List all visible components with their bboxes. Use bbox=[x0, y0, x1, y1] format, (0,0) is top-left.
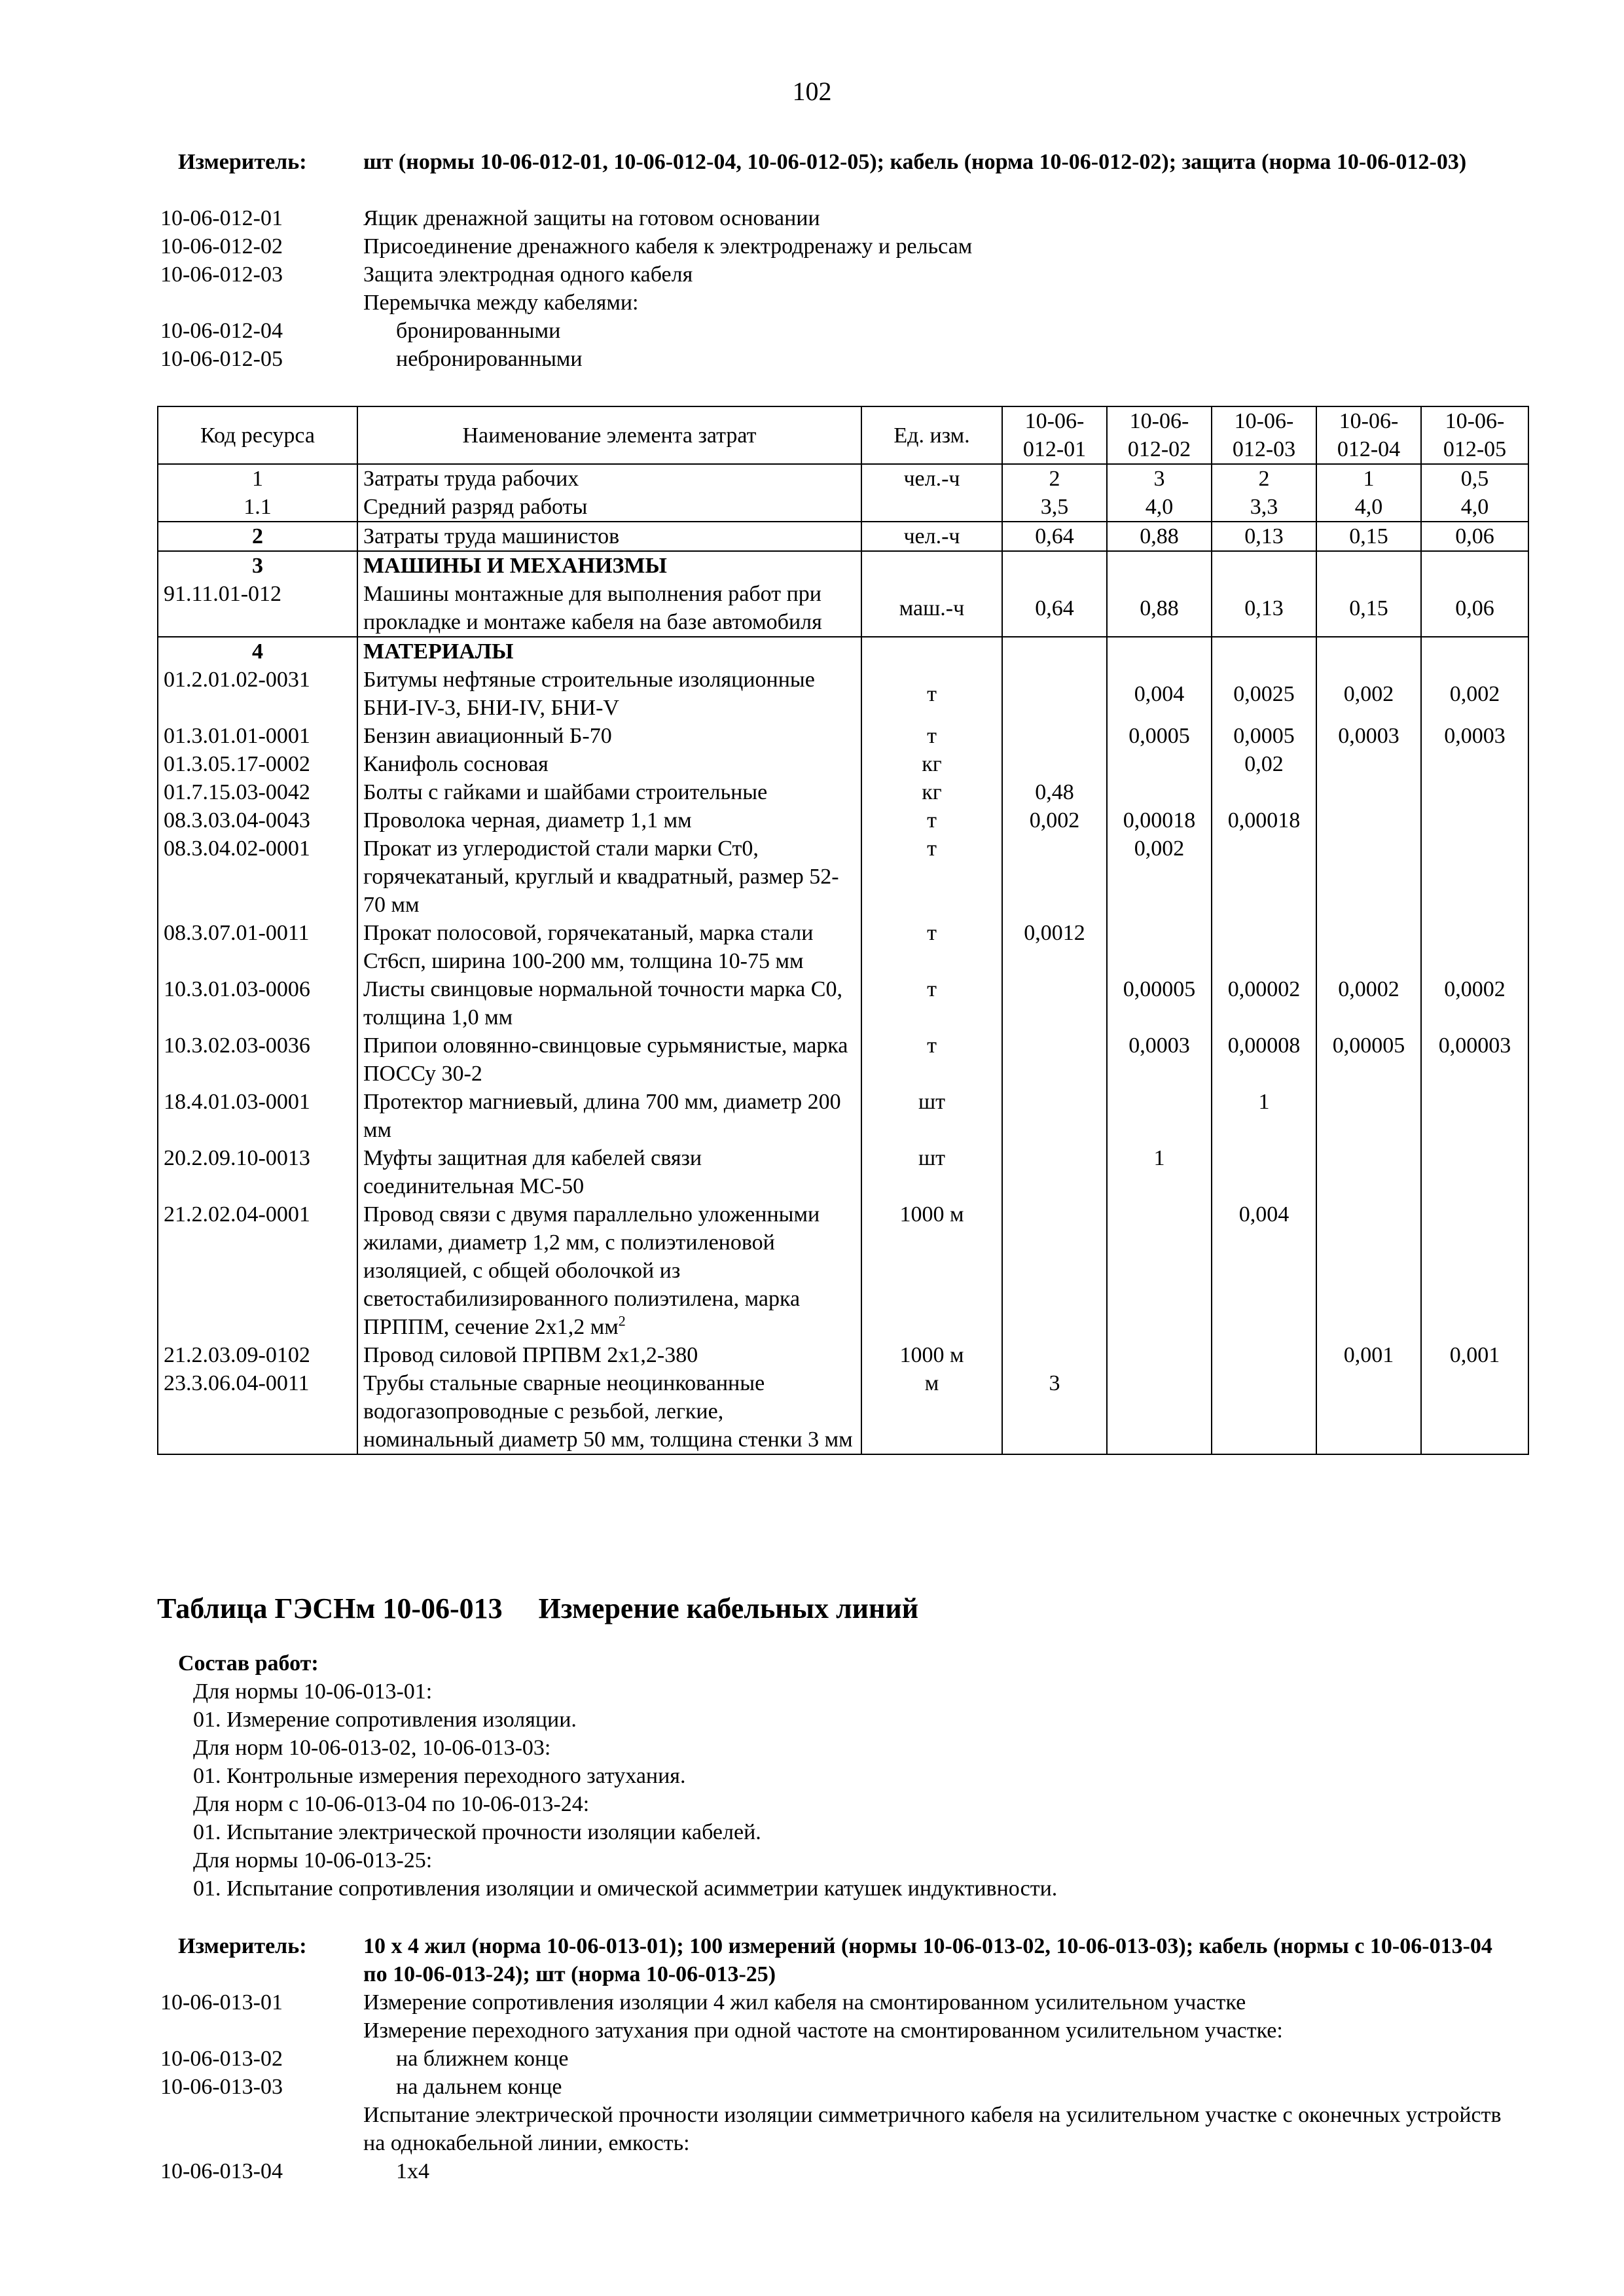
cell-value: 0,06 bbox=[1421, 580, 1528, 637]
cell-value: 0,88 bbox=[1107, 580, 1212, 637]
cell-value bbox=[1421, 1369, 1528, 1454]
norm-name: Ящик дренажной защиты на готовом основании bbox=[363, 206, 820, 230]
composition-line: Для норм с 10-06-013-04 по 10-06-013-24: bbox=[193, 1792, 590, 1816]
measure-text: 10 х 4 жил (норма 10-06-013-01); 100 измерений (нормы 10-06-013-02, 10-06-013-03); кабель (нормы с 10-06-013-04 по 10-06-013-24); шт (норма 10-06-013-25) bbox=[363, 1934, 1492, 1986]
cell-value: 0,001 bbox=[1316, 1341, 1421, 1369]
cell-value: 0,5 bbox=[1421, 464, 1528, 493]
norm-name: Измерение сопротивления изоляции 4 жил кабеля на смонтированном усилительном участке bbox=[363, 1990, 1246, 2015]
cell-value bbox=[1316, 834, 1421, 919]
cell-value bbox=[1421, 806, 1528, 834]
cell-value: 2 bbox=[1212, 464, 1316, 493]
norm-group-title: Испытание электрической прочности изоляции симметричного кабеля на усилительном участке с оконечных устройств на однокабельной линии, емкость: bbox=[363, 2103, 1502, 2155]
cell-value bbox=[1212, 1369, 1316, 1454]
cell-value bbox=[1316, 1369, 1421, 1454]
cell-unit: 1000 м bbox=[861, 1200, 1002, 1341]
norm-name: Присоединение дренажного кабеля к электродренажу и рельсам bbox=[363, 234, 973, 259]
cell-value bbox=[1002, 666, 1107, 722]
cell-value: 0,64 bbox=[1002, 580, 1107, 637]
cell-unit bbox=[861, 493, 1002, 522]
cell-value: 0,00002 bbox=[1212, 975, 1316, 1031]
cell-value bbox=[1212, 778, 1316, 806]
cell-value bbox=[1212, 1341, 1316, 1369]
cell-name: Листы свинцовые нормальной точности марка С0, толщина 1,0 мм bbox=[357, 975, 861, 1031]
norm-name: на ближнем конце bbox=[396, 2047, 569, 2071]
header-norm: 10-06-012-04 bbox=[1316, 406, 1421, 464]
cell-value: 0,00018 bbox=[1107, 806, 1212, 834]
cell-value bbox=[1107, 1341, 1212, 1369]
cell-name: Припои оловянно-свинцовые сурьмянистые, марка ПОССу 30-2 bbox=[357, 1031, 861, 1088]
cell-code: 01.2.01.02-0031 bbox=[158, 666, 357, 722]
cell-name: Затраты труда машинистов bbox=[357, 522, 861, 551]
cell-value bbox=[1212, 834, 1316, 919]
table-row bbox=[158, 551, 1528, 580]
cell-value bbox=[1212, 1144, 1316, 1200]
cell-value bbox=[1002, 1088, 1107, 1144]
cell-value bbox=[1316, 919, 1421, 975]
cell-value: 1 bbox=[1107, 1144, 1212, 1200]
cell-value bbox=[1107, 750, 1212, 778]
cell-name-text: Провод связи с двумя параллельно уложенными жилами, диаметр 1,2 мм, с полиэтиленовой изоляцией, с общей оболочкой из светостабилизированного полиэтилена, марка ПРППМ, сечение 2x1,2 мм bbox=[363, 1202, 820, 1339]
cell-value: 0,0003 bbox=[1421, 722, 1528, 750]
norm-code: 10-06-013-01 bbox=[160, 1990, 283, 2015]
table-row bbox=[158, 1369, 1528, 1454]
cell-name: Болты с гайками и шайбами строительные bbox=[357, 778, 861, 806]
table-row bbox=[158, 1200, 1528, 1341]
cell-name: Канифоль сосновая bbox=[357, 750, 861, 778]
cell-name: МАТЕРИАЛЫ bbox=[357, 637, 861, 666]
cell-value: 0,00005 bbox=[1107, 975, 1212, 1031]
cell-value: 0,0002 bbox=[1421, 975, 1528, 1031]
measure-label: Измеритель: bbox=[178, 1934, 307, 1958]
table-row bbox=[158, 493, 1528, 522]
cell-unit: т bbox=[861, 806, 1002, 834]
cell-code: 1 bbox=[158, 464, 357, 493]
norm-name: Защита электродная одного кабеля bbox=[363, 262, 693, 287]
table-row bbox=[158, 666, 1528, 722]
cell-unit: чел.-ч bbox=[861, 464, 1002, 493]
cell-value bbox=[1316, 1200, 1421, 1341]
cell-unit: маш.-ч bbox=[861, 580, 1002, 637]
cell-unit: т bbox=[861, 919, 1002, 975]
table-row bbox=[158, 1031, 1528, 1088]
cell-value: 1 bbox=[1316, 464, 1421, 493]
superscript: 2 bbox=[618, 1312, 626, 1329]
page-number: 102 bbox=[792, 77, 832, 106]
cell-unit: чел.-ч bbox=[861, 522, 1002, 551]
cell-value: 0,004 bbox=[1212, 1200, 1316, 1341]
table-row bbox=[158, 1088, 1528, 1144]
cell-value bbox=[1002, 834, 1107, 919]
header-unit: Ед. изм. bbox=[861, 406, 1002, 464]
norm-code: 10-06-012-03 bbox=[160, 262, 283, 287]
header-code: Код ресурса bbox=[158, 406, 357, 464]
cell-unit: шт bbox=[861, 1088, 1002, 1144]
cell-value: 0,00018 bbox=[1212, 806, 1316, 834]
cell-value: 3 bbox=[1002, 1369, 1107, 1454]
cell-value bbox=[1421, 1144, 1528, 1200]
cell-value bbox=[1421, 750, 1528, 778]
cell-value: 1 bbox=[1212, 1088, 1316, 1144]
cell-value: 0,0003 bbox=[1107, 1031, 1212, 1088]
cell-value: 0,15 bbox=[1316, 522, 1421, 551]
cell-value: 4,0 bbox=[1316, 493, 1421, 522]
cell-value: 0,00003 bbox=[1421, 1031, 1528, 1088]
cell-name: Машины монтажные для выполнения работ при прокладке и монтаже кабеля на базе автомобиля bbox=[357, 580, 861, 637]
cell-value: 0,0005 bbox=[1107, 722, 1212, 750]
norm-name: 1x4 bbox=[396, 2159, 429, 2183]
header-name: Наименование элемента затрат bbox=[357, 406, 861, 464]
cell-value bbox=[1421, 919, 1528, 975]
cell-code: 08.3.07.01-0011 bbox=[158, 919, 357, 975]
cell-name: Бензин авиационный Б-70 bbox=[357, 722, 861, 750]
cell-value bbox=[1316, 750, 1421, 778]
table-row bbox=[158, 778, 1528, 806]
cell-name: МАШИНЫ И МЕХАНИЗМЫ bbox=[357, 551, 861, 580]
cell-name: Проволока черная, диаметр 1,1 мм bbox=[357, 806, 861, 834]
table-header-row bbox=[158, 406, 1528, 464]
cell-code: 20.2.09.10-0013 bbox=[158, 1144, 357, 1200]
cell-unit: кг bbox=[861, 750, 1002, 778]
header-norm: 10-06-012-02 bbox=[1107, 406, 1212, 464]
table-row bbox=[158, 1144, 1528, 1200]
cell-value: 0,0005 bbox=[1212, 722, 1316, 750]
cell-code: 18.4.01.03-0001 bbox=[158, 1088, 357, 1144]
cell-value bbox=[1212, 919, 1316, 975]
cell-value: 4,0 bbox=[1107, 493, 1212, 522]
cell-name: Битумы нефтяные строительные изоляционные БНИ-IV-3, БНИ-IV, БНИ-V bbox=[357, 666, 861, 722]
cell-value: 0,13 bbox=[1212, 580, 1316, 637]
header-norm: 10-06-012-05 bbox=[1421, 406, 1528, 464]
cell-code: 01.7.15.03-0042 bbox=[158, 778, 357, 806]
cell-value bbox=[1002, 1341, 1107, 1369]
header-norm: 10-06-012-01 bbox=[1002, 406, 1107, 464]
cell-value: 0,004 bbox=[1107, 666, 1212, 722]
cell-value: 3 bbox=[1107, 464, 1212, 493]
cell-name: Средний разряд работы bbox=[357, 493, 861, 522]
cell-unit: 1000 м bbox=[861, 1341, 1002, 1369]
cell-value bbox=[1107, 1369, 1212, 1454]
cell-value: 0,00008 bbox=[1212, 1031, 1316, 1088]
cell-name: Трубы стальные сварные неоцинкованные водогазопроводные с резьбой, легкие, номинальный диаметр 50 мм, толщина стенки 3 мм bbox=[357, 1369, 861, 1454]
cell-value: 0,0012 bbox=[1002, 919, 1107, 975]
cell-value: 0,00005 bbox=[1316, 1031, 1421, 1088]
cell-value: 2 bbox=[1002, 464, 1107, 493]
table-row bbox=[158, 919, 1528, 975]
table-row bbox=[158, 806, 1528, 834]
composition-line: 01. Измерение сопротивления изоляции. bbox=[193, 1708, 577, 1732]
norm-code: 10-06-013-03 bbox=[160, 2075, 283, 2099]
cell-value bbox=[1002, 1031, 1107, 1088]
composition-label: Состав работ: bbox=[178, 1651, 319, 1676]
norm-name: бронированными bbox=[396, 319, 561, 343]
cell-code: 23.3.06.04-0011 bbox=[158, 1369, 357, 1454]
cell-value: 0,001 bbox=[1421, 1341, 1528, 1369]
cell-name: Протектор магниевый, длина 700 мм, диаметр 200 мм bbox=[357, 1088, 861, 1144]
table-row bbox=[158, 750, 1528, 778]
cell-value: 0,002 bbox=[1421, 666, 1528, 722]
cell-unit: т bbox=[861, 666, 1002, 722]
cell-value: 0,0025 bbox=[1212, 666, 1316, 722]
norm-group-title: Перемычка между кабелями: bbox=[363, 291, 639, 315]
cell-value bbox=[1002, 975, 1107, 1031]
header-norm: 10-06-012-03 bbox=[1212, 406, 1316, 464]
table-row bbox=[158, 1341, 1528, 1369]
cell-value: 4,0 bbox=[1421, 493, 1528, 522]
composition-line: 01. Испытание электрической прочности изоляции кабелей. bbox=[193, 1820, 761, 1844]
norm-code: 10-06-012-02 bbox=[160, 234, 283, 259]
cell-value bbox=[1316, 806, 1421, 834]
cell-unit: т bbox=[861, 722, 1002, 750]
cell-value bbox=[1421, 778, 1528, 806]
norm-code: 10-06-012-01 bbox=[160, 206, 283, 230]
composition-line: Для нормы 10-06-013-25: bbox=[193, 1848, 433, 1873]
cell-name: Затраты труда рабочих bbox=[357, 464, 861, 493]
measure-text: шт (нормы 10-06-012-01, 10-06-012-04, 10-06-012-05); кабель (норма 10-06-012-02); защита (норма 10-06-012-03) bbox=[363, 150, 1467, 174]
cell-value: 0,15 bbox=[1316, 580, 1421, 637]
cell-code: 01.3.05.17-0002 bbox=[158, 750, 357, 778]
cell-value bbox=[1002, 1200, 1107, 1341]
cell-code: 91.11.01-012 bbox=[158, 580, 357, 637]
norm-code: 10-06-012-04 bbox=[160, 319, 283, 343]
table-row bbox=[158, 637, 1528, 666]
norm-code: 10-06-012-05 bbox=[160, 347, 283, 371]
table-row bbox=[158, 722, 1528, 750]
cell-code: 2 bbox=[158, 522, 357, 551]
cell-value: 0,48 bbox=[1002, 778, 1107, 806]
norm-code: 10-06-013-04 bbox=[160, 2159, 283, 2183]
cell-name: Прокат полосовой, горячекатаный, марка стали Ст6сп, ширина 100-200 мм, толщина 10-75 мм bbox=[357, 919, 861, 975]
composition-line: Для нормы 10-06-013-01: bbox=[193, 1679, 433, 1704]
cell-code: 01.3.01.01-0001 bbox=[158, 722, 357, 750]
table-row bbox=[158, 834, 1528, 919]
table-row bbox=[158, 464, 1528, 493]
cell-value bbox=[1421, 1200, 1528, 1341]
composition-line: Для норм 10-06-013-02, 10-06-013-03: bbox=[193, 1736, 551, 1760]
cell-value bbox=[1107, 919, 1212, 975]
cell-unit: м bbox=[861, 1369, 1002, 1454]
norm-name: на дальнем конце bbox=[396, 2075, 562, 2099]
cell-value: 3,5 bbox=[1002, 493, 1107, 522]
cell-unit: шт bbox=[861, 1144, 1002, 1200]
cell-name: Муфты защитная для кабелей связи соединительная МС-50 bbox=[357, 1144, 861, 1200]
cell-value bbox=[1316, 778, 1421, 806]
cell-name bbox=[357, 1200, 861, 1341]
cell-value bbox=[1107, 1200, 1212, 1341]
cell-value: 3,3 bbox=[1212, 493, 1316, 522]
cell-value bbox=[1002, 1144, 1107, 1200]
cell-value bbox=[1107, 778, 1212, 806]
norm-name: небронированными bbox=[396, 347, 583, 371]
cell-unit: кг bbox=[861, 778, 1002, 806]
norm-group-title: Измерение переходного затухания при одной частоте на смонтированном усилительном участке: bbox=[363, 2018, 1283, 2043]
cell-value: 0,002 bbox=[1107, 834, 1212, 919]
cell-value: 0,0002 bbox=[1316, 975, 1421, 1031]
measure-label: Измеритель: bbox=[178, 150, 307, 174]
composition-line: 01. Контрольные измерения переходного затухания. bbox=[193, 1764, 686, 1788]
cell-code: 08.3.04.02-0001 bbox=[158, 834, 357, 919]
cell-code: 21.2.02.04-0001 bbox=[158, 1200, 357, 1341]
table-title: Таблица ГЭСНм 10-06-013 Измерение кабельных линий bbox=[157, 1592, 919, 1624]
cell-name: Провод силовой ПРПВМ 2x1,2-380 bbox=[357, 1341, 861, 1369]
table-row bbox=[158, 975, 1528, 1031]
cell-value: 0,13 bbox=[1212, 522, 1316, 551]
composition-line: 01. Испытание сопротивления изоляции и омической асимметрии катушек индуктивности. bbox=[193, 1876, 1058, 1901]
cell-code: 08.3.03.04-0043 bbox=[158, 806, 357, 834]
table-row bbox=[158, 522, 1528, 551]
cell-code: 1.1 bbox=[158, 493, 357, 522]
cell-unit: т bbox=[861, 1031, 1002, 1088]
cell-code: 21.2.03.09-0102 bbox=[158, 1341, 357, 1369]
cell-value bbox=[1107, 1088, 1212, 1144]
cell-code: 10.3.01.03-0006 bbox=[158, 975, 357, 1031]
cell-value: 0,88 bbox=[1107, 522, 1212, 551]
cell-value: 0,02 bbox=[1212, 750, 1316, 778]
cell-code: 4 bbox=[158, 637, 357, 666]
cell-value: 0,002 bbox=[1002, 806, 1107, 834]
cell-value bbox=[1002, 750, 1107, 778]
table-row bbox=[158, 580, 1528, 637]
cell-value bbox=[1316, 1144, 1421, 1200]
cell-value bbox=[1316, 1088, 1421, 1144]
cell-value: 0,64 bbox=[1002, 522, 1107, 551]
cell-unit: т bbox=[861, 975, 1002, 1031]
norm-code: 10-06-013-02 bbox=[160, 2047, 283, 2071]
cell-value: 0,002 bbox=[1316, 666, 1421, 722]
cell-code: 10.3.02.03-0036 bbox=[158, 1031, 357, 1088]
cell-unit: т bbox=[861, 834, 1002, 919]
cell-value bbox=[1421, 1088, 1528, 1144]
cell-value bbox=[1421, 834, 1528, 919]
resource-table bbox=[157, 406, 1529, 1455]
cell-value: 0,0003 bbox=[1316, 722, 1421, 750]
cell-value: 0,06 bbox=[1421, 522, 1528, 551]
cell-name: Прокат из углеродистой стали марки Ст0, горячекатаный, круглый и квадратный, размер 52-70 мм bbox=[357, 834, 861, 919]
cell-value bbox=[1002, 722, 1107, 750]
cell-code: 3 bbox=[158, 551, 357, 580]
